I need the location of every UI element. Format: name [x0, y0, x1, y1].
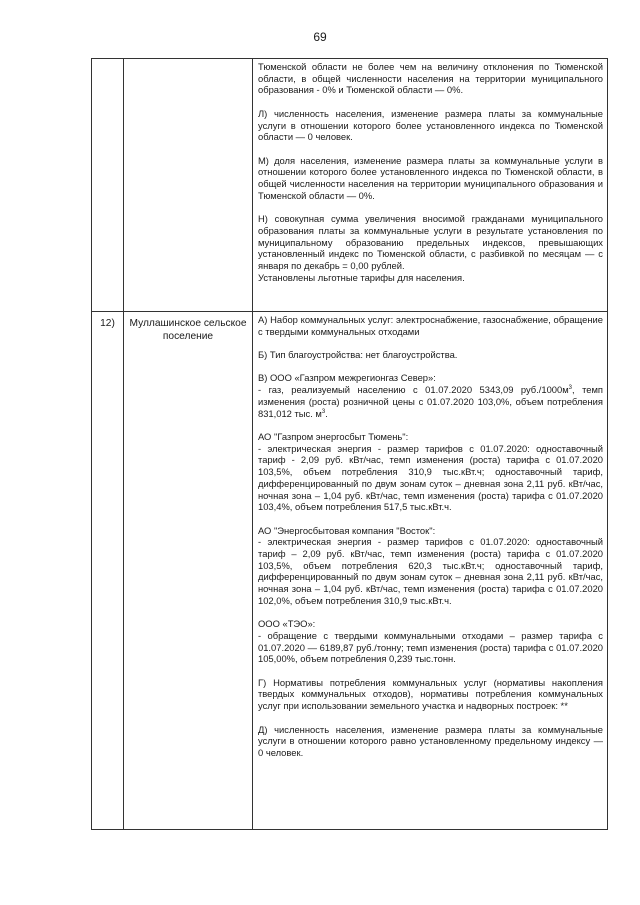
- paragraph: Г) Нормативы потребления коммунальных услуг (нормативы накопления твердых коммунальных отходов), нормативы потребления коммунальных услуг при использовании земельного участка и надворных построек: **: [258, 676, 603, 712]
- row-number: 12): [92, 312, 124, 830]
- paragraph: Л) численность населения, изменение размера платы за коммунальные услуги в отношении которого более установленного индекса по Тюменской области — 0 человек.: [258, 107, 603, 143]
- table-row: [92, 312, 608, 830]
- paragraph: Тюменской области не более чем на величину отклонения по Тюменской области, в общей численности населения на территории муниципального образования - 0% и Тюменской области — 0%.: [258, 61, 603, 96]
- provider-heading: АО "Газпром энергосбыт Тюмень":: [258, 430, 409, 442]
- settlement-name: Муллашинское сельское поселение: [124, 312, 253, 830]
- gas-text: .: [325, 407, 328, 419]
- name-cell: [124, 59, 253, 312]
- provider-heading: АО "Энергосбытовая компания "Восток":: [258, 524, 436, 536]
- table-row: [92, 59, 608, 312]
- number-cell: [92, 59, 124, 312]
- gas-text: - газ, реализуемый населению с 01.07.2020 5343,09 руб./1000м: [258, 384, 569, 396]
- paragraph: М) доля населения, изменение размера платы за коммунальные услуги в отношении которого более установленного индекса по Тюменской области, в общей численности населения на территории муниципального образования и Тюменской области — 0%.: [258, 154, 603, 201]
- gas-text: , темп изменения (роста) розничной цены с 01.07.2020 103,0%, объем потребления 831,012 тыс. м: [258, 384, 603, 419]
- paragraph: [258, 372, 603, 419]
- superscript: 3: [568, 385, 573, 392]
- paragraph: Д) численность населения, изменение размера платы за коммунальные услуги в отношении которого равно установленному предельному индексу — 0 человек.: [258, 723, 603, 758]
- provider-heading: В) ООО «Газпром межрегионгаз Север»:: [258, 372, 436, 384]
- municipal-table: [91, 58, 608, 830]
- provider-text: - электрическая энергия - размер тарифов с 01.07.2020: одноставочный тариф - 2,09 руб. кВт/час, темп изменения (роста) тарифа с 01.07.2020 103,5%, объем потребления 310,9 тыс.кВт.ч; одноставочный тариф, дифференцированный по двум зонам суток – дневная зона 2,11 руб. кВт/час, ночная зона – 1,04 руб. кВт/час, темп изменения (роста) тарифа с 01.07.2020 103,4%, объем потребления 517,5 тыс.кВт.ч.: [258, 442, 603, 513]
- content-cell: [253, 312, 608, 830]
- paragraph: [258, 431, 603, 513]
- paragraph: [258, 618, 603, 665]
- paragraph: Б) Тип благоустройства: нет благоустройства.: [258, 349, 458, 361]
- provider-text: - электрическая энергия - размер тарифов с 01.07.2020: одноставочный тариф – 2,09 руб. кВт/час, темп изменения (роста) тарифа с 01.07.2020 103,5%, объем потребления 620,3 тыс.кВт.ч; одноставочный тариф, дифференцированный по двум зонам суток – дневная зона 2,11 руб. кВт/час, ночная зона – 1,04 руб. кВт/час, темп изменения (роста) тарифа с 01.07.2020 102,0%, объем потребления 310,9 тыс.кВт.ч.: [258, 536, 603, 606]
- superscript: 3: [321, 408, 326, 415]
- paragraph: А) Набор коммунальных услуг: электроснабжение, газоснабжение, обращение с твердыми коммунальных отходами: [258, 314, 603, 337]
- paragraph: Н) совокупная сумма увеличения вносимой гражданами муниципального образования платы за коммунальные услуги в результате установления по муниципальному образованию предельных индексов, превышающих установленный индекс по Тюменской области, с разбивкой по месяцам — с января по декабрь = 0,00 рублей.: [258, 213, 603, 271]
- page-number: 69: [313, 30, 327, 44]
- content-cell: [253, 59, 608, 312]
- provider-text: - обращение с твердыми коммунальными отходами – размер тарифа с 01.07.2020 — 6189,87 руб./тонну; темп изменения (роста) тарифа с 01.07.2020 105,00%, объем потребления 0,239 тыс.тонн.: [258, 629, 603, 665]
- provider-heading: ООО «ТЭО»:: [258, 618, 316, 630]
- paragraph: [258, 525, 603, 607]
- paragraph: Установлены льготные тарифы для населения.: [258, 271, 465, 283]
